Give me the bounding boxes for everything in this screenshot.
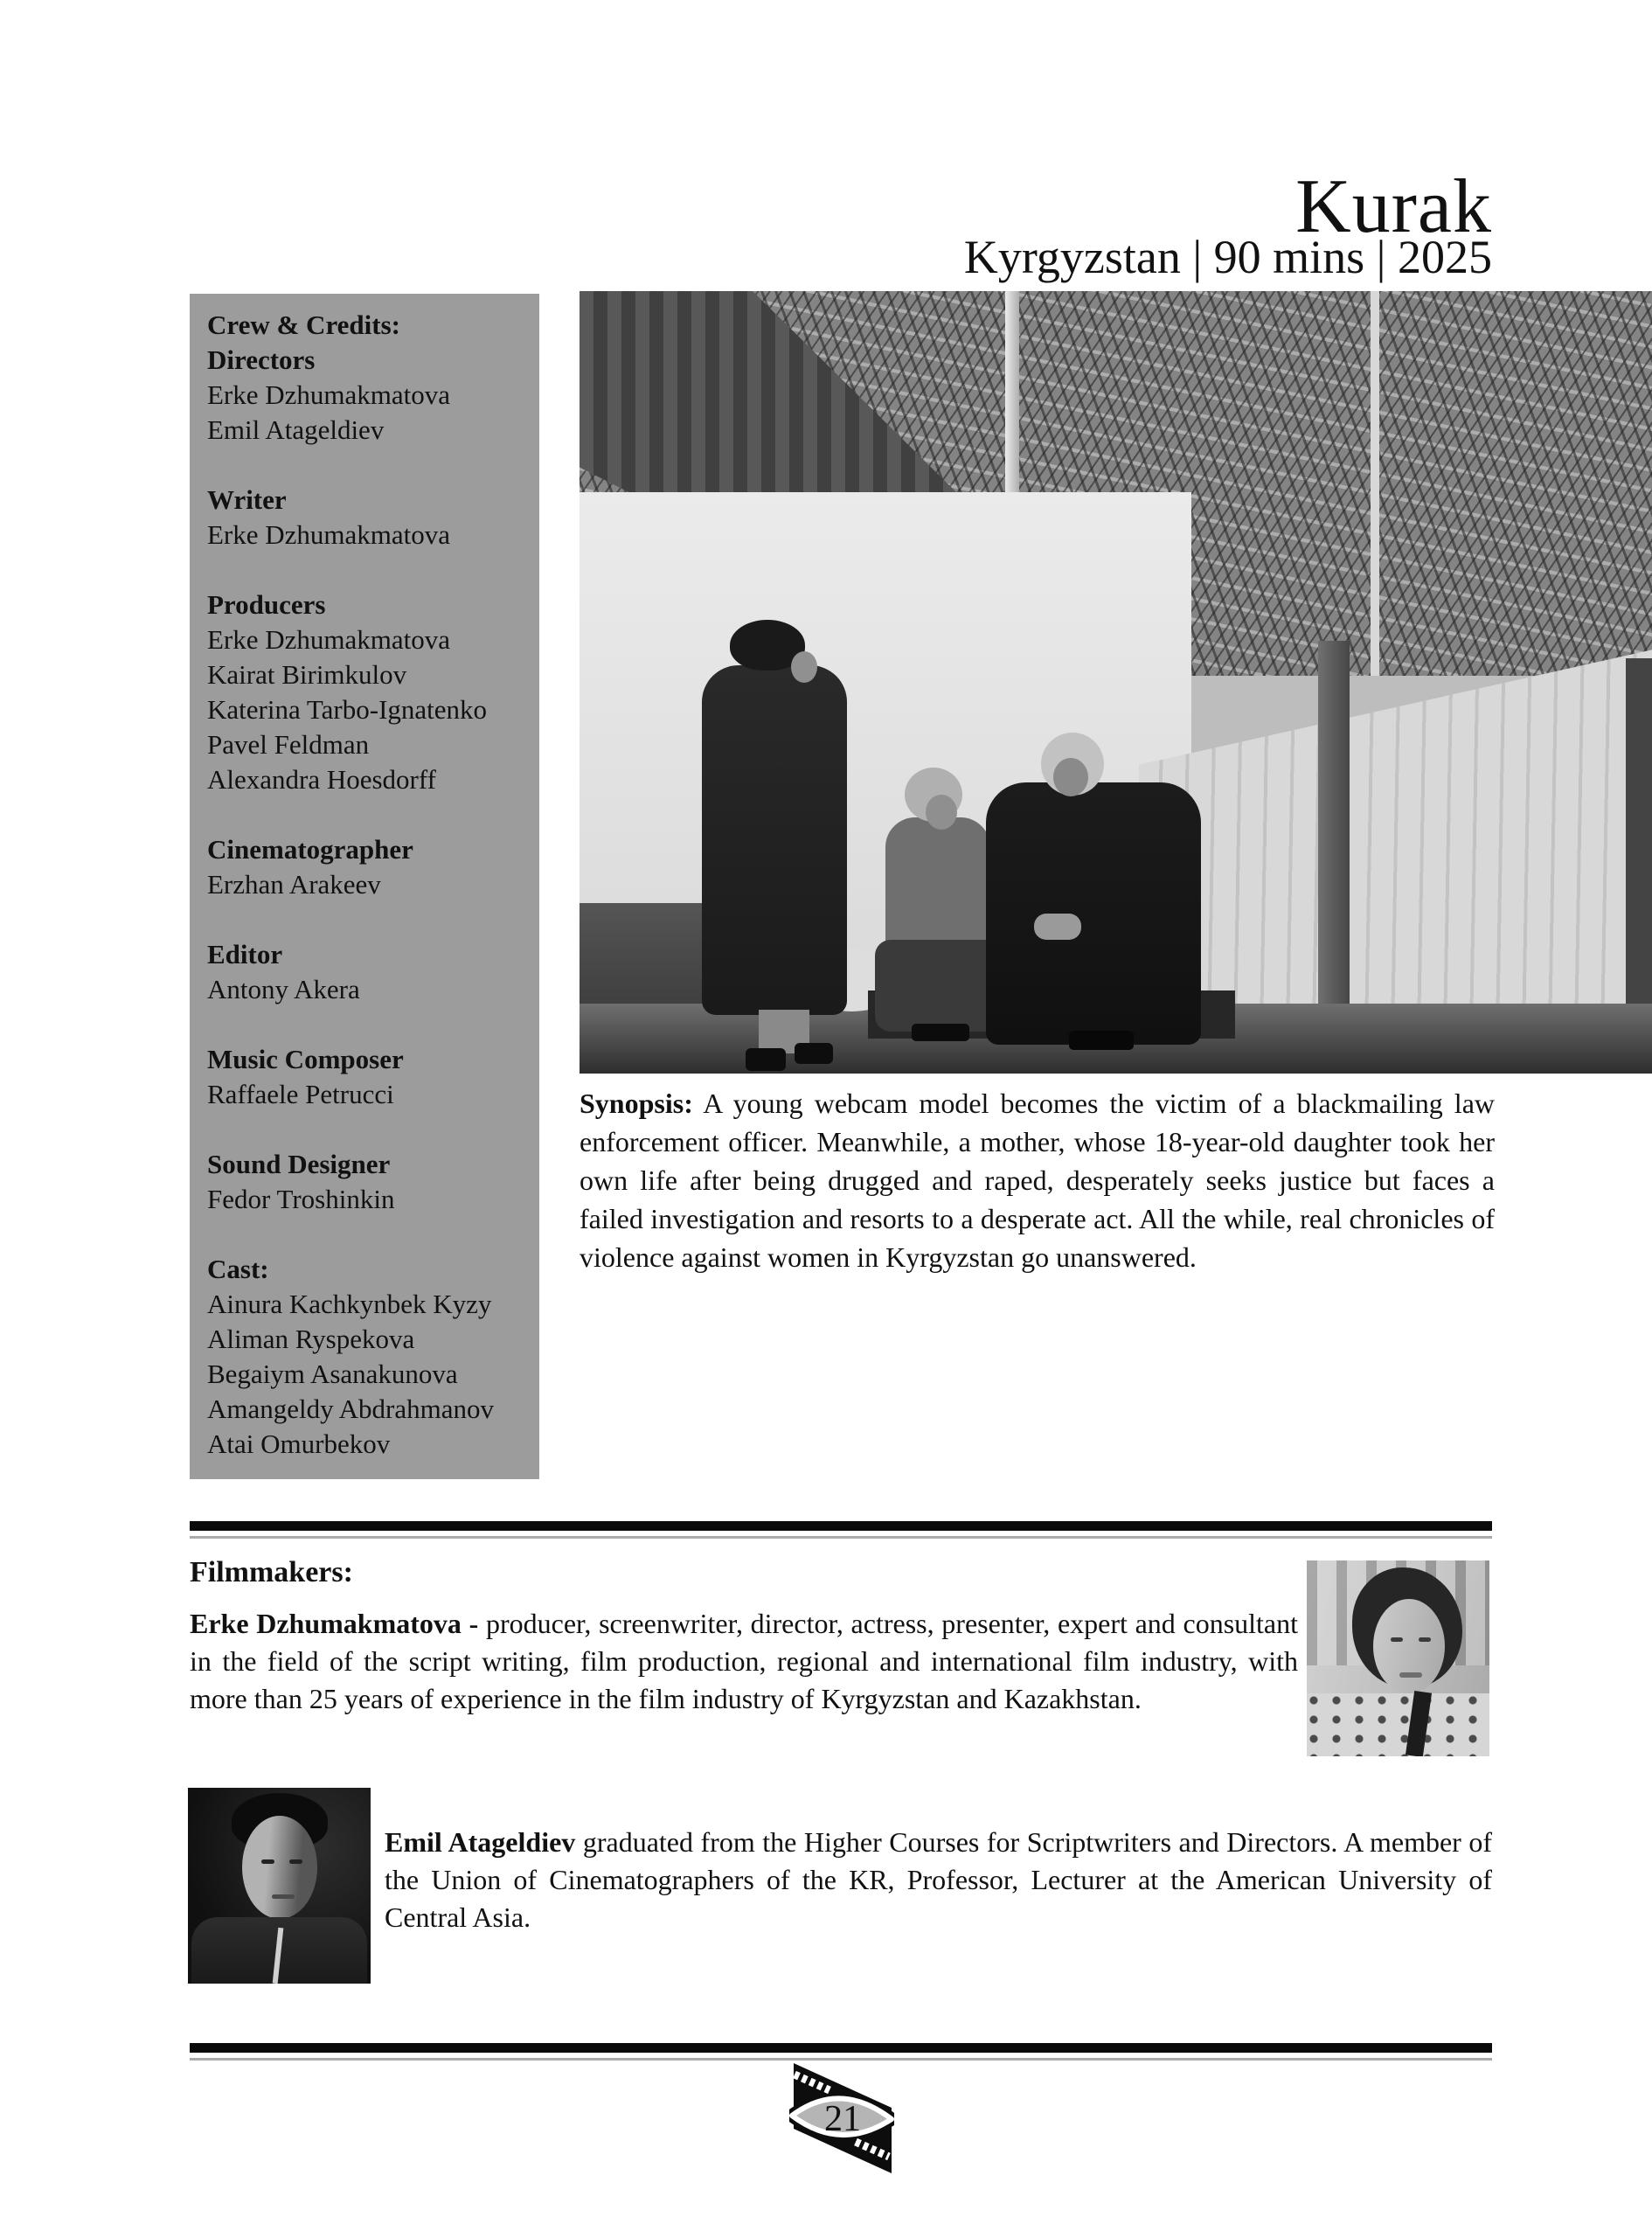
credits-section-cast [207,1252,529,1462]
portrait-mouth [272,1894,295,1899]
credits-role: Writer [207,484,287,515]
standing-woman-boot [795,1043,833,1064]
credits-role: Sound Designer [207,1149,391,1179]
second-seated-woman-hands [1034,914,1081,940]
credits-role: Directors [207,344,316,375]
credits-name: Erzhan Arakeev [207,869,381,900]
credits-section-editor [207,937,529,1007]
credits-name: Ainura Kachkynbek Kyzy [207,1289,492,1319]
seated-woman-skirt [875,940,1003,1032]
section-divider-shadow [190,1536,1492,1539]
credits-name: Alexandra Hoesdorff [207,764,436,795]
bio-text: graduated from the Higher Courses for Scriptwriters and Directors. A member of the Union of Cinematographers of the KR, Professor, Lecturer at the American University of Central Asia. [385,1826,1493,1933]
standing-woman-coat [702,665,847,1015]
bio-name: Erke Dzhumakmatova - [190,1608,479,1639]
credits-name: Amangeldy Abdrahmanov [207,1394,495,1424]
film-title: Kurak [1295,164,1492,249]
bio-emil-atageldiev [385,1824,1492,1936]
portrait-floral-blouse [1307,1693,1489,1756]
second-seated-woman-coat [986,782,1201,1045]
portrait-eye [261,1859,274,1864]
credits-section-music-composer [207,1042,529,1112]
credits-name: Kairat Birimkulov [207,659,407,690]
page-number: 21 [824,2099,861,2139]
film-still-photo [580,291,1652,1074]
portrait-eye [1391,1637,1403,1642]
film-meta-line: Kyrgyzstan | 90 mins | 2025 [963,231,1492,283]
credits-name: Antony Akera [207,974,360,1004]
credits-section-producers [207,587,529,797]
bio-text: producer, screenwriter, director, actress, presenter, expert and consultant in the field of the script writing, film production, regional and international film industry, with more than 25 years of experience in the film industry of Kyrgyzstan and Kazakhstan. [190,1608,1299,1714]
credits-name: Katerina Tarbo-Ignatenko [207,694,488,725]
portrait-mouth [1399,1672,1422,1678]
emil-portrait-photo [188,1788,371,1984]
seated-woman-face [926,795,957,830]
credits-role: Producers [207,589,326,620]
section-divider [190,1521,1492,1531]
credits-name: Fedor Troshinkin [207,1184,395,1214]
synopsis-text: A young webcam model becomes the victim of a blackmailing law enforcement officer. Meanwhile, a mother, whose 18-year-old daughter took her own life after being drugged and raped, desperately seeks justice but faces a failed investigation and resorts to a desperate act. All the while, real chronicles of violence against women in Kyrgyzstan go unanswered. [580,1088,1496,1273]
credits-name: Erke Dzhumakmatova [207,519,451,550]
film-strip-page-icon [789,2061,894,2177]
credits-name: Erke Dzhumakmatova [207,624,451,655]
seated-woman-boots [912,1024,969,1041]
credits-role: Music Composer [207,1044,404,1074]
credits-heading: Crew & Credits: [207,309,400,340]
synopsis-label: Synopsis: [580,1088,693,1119]
crew-credits-panel [190,294,539,1479]
credits-name: Raffaele Petrucci [207,1079,394,1109]
credits-name: Emil Atageldiev [207,414,385,445]
standing-woman-boot [746,1048,786,1071]
credits-section-directors [207,343,529,448]
credits-section-sound-designer [207,1147,529,1217]
synopsis-paragraph [580,1084,1495,1276]
portrait-eye [1419,1637,1431,1642]
tree-trunk [1371,291,1379,676]
credits-name: Atai Omurbekov [207,1428,391,1459]
bio-erke-dzhumakmatova [190,1605,1298,1718]
bio-name: Emil Atageldiev [385,1826,576,1858]
credits-role: Cast: [207,1254,269,1284]
credits-name: Erke Dzhumakmatova [207,379,451,410]
filmmakers-heading: Filmmakers: [190,1556,353,1588]
second-seated-woman-face [1053,758,1088,796]
credits-name: Begaiym Asanakunova [207,1359,458,1389]
credits-name: Aliman Ryspekova [207,1324,415,1354]
credits-section-cinematographer [207,832,529,902]
portrait-face [1373,1599,1445,1693]
portrait-face [242,1816,317,1919]
credits-section-writer [207,483,529,553]
footer-divider [190,2043,1492,2053]
second-seated-woman-boots [1069,1031,1134,1050]
standing-woman-face [791,651,817,683]
credits-role: Editor [207,939,283,970]
erke-portrait-photo [1307,1560,1489,1756]
credits-role: Cinematographer [207,834,413,865]
credits-name: Pavel Feldman [207,729,370,760]
portrait-eye [289,1859,302,1864]
